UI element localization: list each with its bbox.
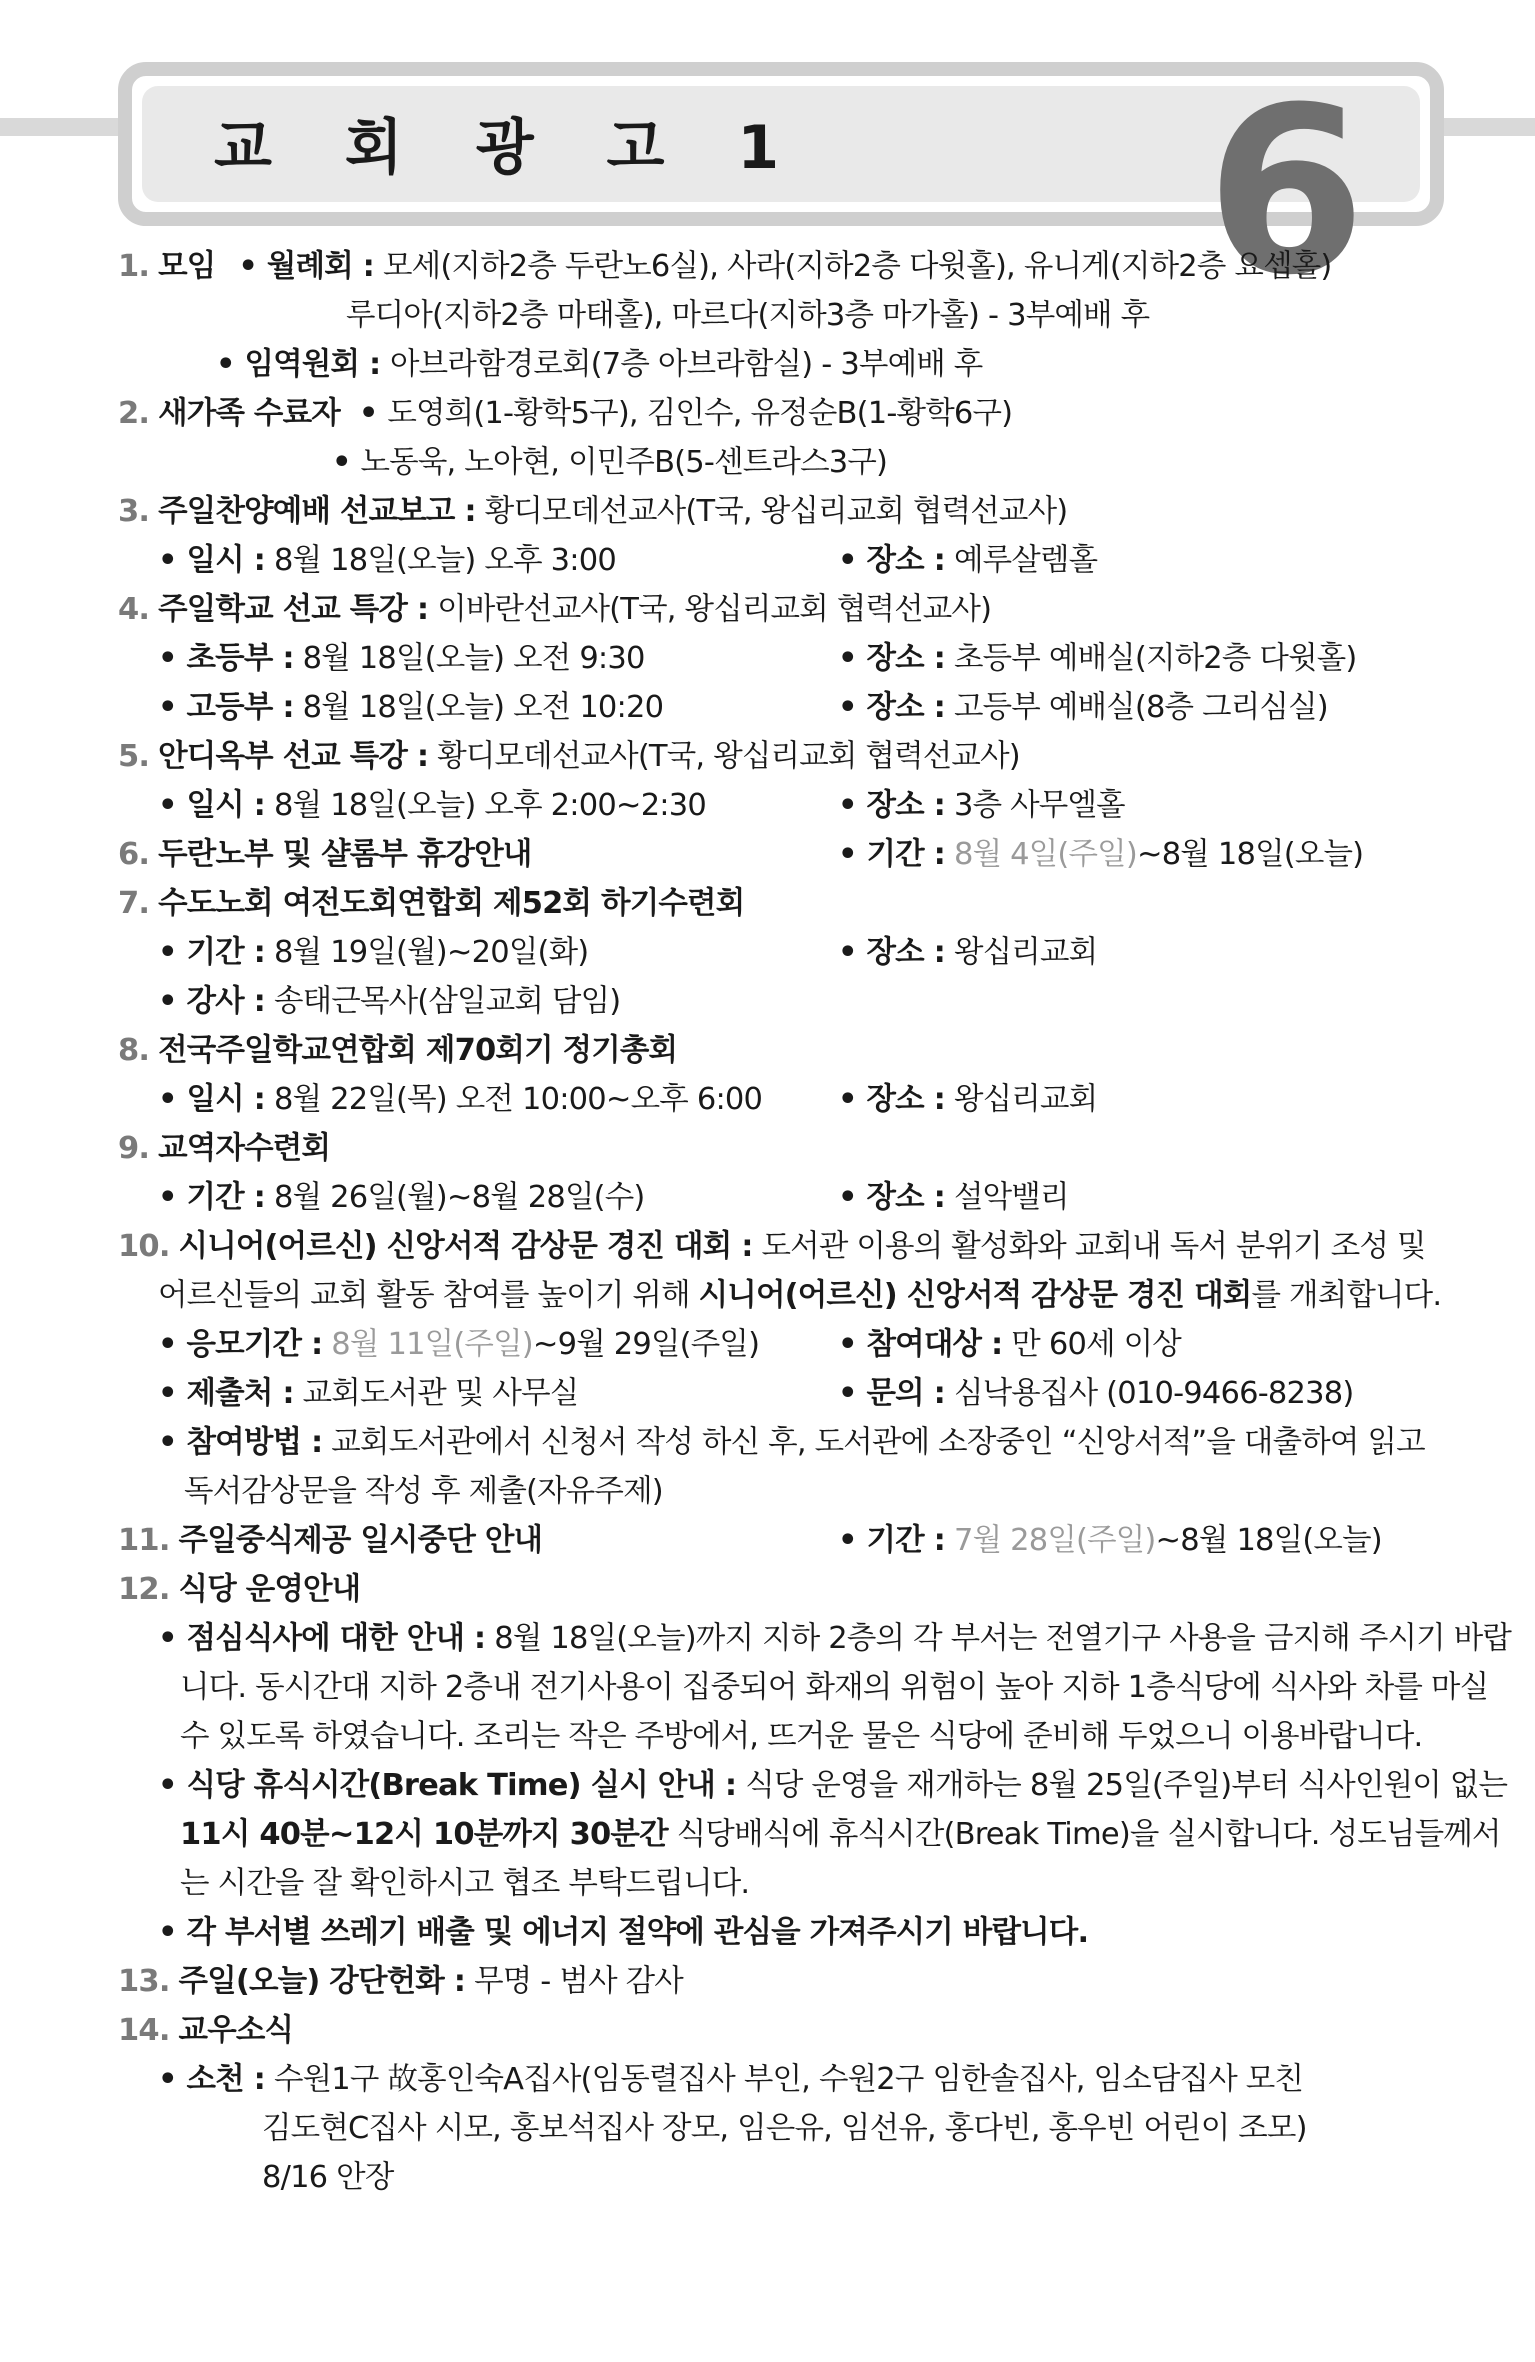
item-text: 황디모데선교사(T국, 왕십리교회 협력선교사) <box>437 739 1020 774</box>
item-14-line-4 <box>118 2153 1438 2202</box>
field-label: • 장소 : <box>838 1180 945 1215</box>
item-12-line-4 <box>118 1712 1438 1761</box>
item-title: 시니어(어르신) 신앙서적 감상문 경진 대회 : <box>178 1229 753 1264</box>
item-1-line-3 <box>118 340 1438 389</box>
field-label: • 제출처 : <box>158 1376 294 1411</box>
item-number: 13. <box>118 1964 170 1999</box>
bullet-text: 모세(지하2층 두란노6실), 사라(지하2층 다윗홀), 유니게(지하2층 요셉홀) <box>383 249 1332 284</box>
item-8-line-1 <box>118 1026 1438 1075</box>
field-value: 독서감상문을 작성 후 제출(자유주제) <box>184 1474 663 1509</box>
field-value: 왕십리교회 <box>953 1082 1098 1117</box>
field-value: 설악밸리 <box>953 1180 1069 1215</box>
field-value: 8/16 안장 <box>262 2160 394 2195</box>
field-label: • 장소 : <box>838 641 945 676</box>
field-value: 8월 18일(오늘) 오전 10:20 <box>302 690 664 725</box>
field-value: 교회도서관 및 사무실 <box>302 1376 579 1411</box>
item-title: 새가족 수료자 <box>158 396 340 431</box>
item-12-line-1 <box>118 1565 1438 1614</box>
item-7-line-1 <box>118 879 1438 928</box>
field-value-past: 8월 11일(주일) <box>331 1327 533 1362</box>
field-value: 고등부 예배실(8층 그리심실) <box>953 690 1328 725</box>
item-10-line-3 <box>118 1320 1438 1369</box>
item-14-line-3 <box>118 2104 1438 2153</box>
item-10-line-6 <box>118 1467 1438 1516</box>
field-label: • 점심식사에 대한 안내 : <box>158 1621 485 1656</box>
item-7-line-2 <box>118 928 1438 977</box>
item-12-line-6 <box>118 1810 1501 1859</box>
field-value: 왕십리교회 <box>953 935 1098 970</box>
field-label: • 참여대상 : <box>838 1327 1002 1362</box>
field-value: 수 있도록 하였습니다. 조리는 작은 주방에서, 뜨거운 물은 식당에 준비해 두었으니 이용바랍니다. <box>180 1719 1423 1754</box>
item-number: 6. <box>118 837 150 872</box>
item-10-line-5 <box>118 1418 1438 1467</box>
item-number: 10. <box>118 1229 170 1264</box>
item-5-line-2 <box>118 781 1438 830</box>
field-label: • 기간 : <box>158 935 265 970</box>
page-title: 교 회 광 고 1 <box>214 113 806 183</box>
field-label: • 식당 휴식시간(Break Time) 실시 안내 : <box>158 1768 736 1803</box>
bullet-label: • 월례회 : <box>238 249 374 284</box>
field-value: 니다. 동시간대 지하 2층내 전기사용이 집중되어 화재의 위험이 높아 지하 1층식당에 식사와 차를 마실 <box>180 1670 1489 1705</box>
field-value: 식당배식에 휴식시간(Break Time)을 실시합니다. 성도님들께서 <box>667 1817 1501 1852</box>
item-text: 이바란선교사(T국, 왕십리교회 협력선교사) <box>437 592 992 627</box>
item-7-line-3 <box>118 977 1438 1026</box>
field-label: • 장소 : <box>838 935 945 970</box>
bullet-text: 아브라함경로회(7층 아브라함실) - 3부예배 후 <box>390 347 983 382</box>
field-label: • 응모기간 : <box>158 1327 322 1362</box>
field-value: 8월 18일(오늘) 오후 2:00~2:30 <box>273 788 706 823</box>
item-6-line-1 <box>118 830 1438 879</box>
field-value-past: 7월 28일(주일) <box>953 1523 1156 1558</box>
item-title: 교우소식 <box>178 2013 294 2048</box>
field-label: • 참여방법 : <box>158 1425 322 1460</box>
field-value: 는 시간을 잘 확인하시고 협조 부탁드립니다. <box>180 1866 750 1901</box>
field-value: 만 60세 이상 <box>1011 1327 1181 1362</box>
item-11-line-1 <box>118 1516 1438 1565</box>
bullet-text: • 노동욱, 노아현, 이민주B(5-센트라스3구) <box>332 438 887 487</box>
item-title: 교역자수련회 <box>158 1131 331 1166</box>
item-number: 3. <box>118 494 150 529</box>
field-label: • 기간 : <box>838 1523 945 1558</box>
field-value: ~8월 18일(오늘) <box>1136 837 1364 872</box>
field-value: 8월 18일(오늘) 오전 9:30 <box>302 641 645 676</box>
field-value-bold: 11시 40분~12시 10분까지 30분간 <box>180 1817 668 1852</box>
item-number: 7. <box>118 886 150 921</box>
field-value-past: 8월 4일(주일) <box>953 837 1137 872</box>
field-label: • 강사 : <box>158 984 265 1019</box>
item-number: 2. <box>118 396 150 431</box>
item-text: 어르신들의 교회 활동 참여를 높이기 위해 <box>158 1278 699 1313</box>
item-title: 주일(오늘) 강단헌화 : <box>178 1964 466 1999</box>
item-1-line-2 <box>118 291 1438 340</box>
item-title: 수도노회 여전도회연합회 제52회 하기수련회 <box>158 886 745 921</box>
item-12-line-2 <box>118 1614 1512 1663</box>
item-4-line-1 <box>118 585 1438 634</box>
bullet-text: • 각 부서별 쓰레기 배출 및 에너지 절약에 관심을 가져주시기 바랍니다. <box>158 1908 1088 1957</box>
item-2-line-1 <box>118 389 1438 438</box>
item-title: 전국주일학교연합회 제70회기 정기총회 <box>158 1033 678 1068</box>
field-label: • 일시 : <box>158 1082 265 1117</box>
item-4-line-3 <box>118 683 1438 732</box>
item-14-line-2 <box>118 2055 1438 2104</box>
item-text: 무명 - 범사 감사 <box>474 1964 683 1999</box>
field-label: • 장소 : <box>838 1082 945 1117</box>
item-text: 도서관 이용의 활성화와 교회내 독서 분위기 조성 및 <box>761 1229 1426 1264</box>
item-1-line-1 <box>118 242 1438 291</box>
field-value: 수원1구 故홍인숙A집사(임동렬집사 부인, 수원2구 임한솔집사, 임소담집사 모친 <box>273 2062 1304 2097</box>
item-number: 14. <box>118 2013 170 2048</box>
field-label: • 문의 : <box>838 1376 945 1411</box>
item-title: 주일학교 선교 특강 : <box>158 592 429 627</box>
item-9-line-1 <box>118 1124 1438 1173</box>
item-10-line-4 <box>118 1369 1438 1418</box>
field-value: 교회도서관에서 신청서 작성 하신 후, 도서관에 소장중인 “신앙서적”을 대출하여 읽고 <box>331 1425 1425 1460</box>
bullet-label: • 임역원회 : <box>216 340 380 389</box>
field-value: 8월 18일(오늘)까지 지하 2층의 각 부서는 전열기구 사용을 금지해 주시기 바랍 <box>494 1621 1512 1656</box>
field-label: • 장소 : <box>838 690 945 725</box>
bullet-text: 루디아(지하2층 마태홀), 마르다(지하3층 마가홀) - 3부예배 후 <box>346 298 1150 333</box>
field-value: 초등부 예배실(지하2층 다윗홀) <box>953 641 1357 676</box>
field-value: 식당 운영을 재개하는 8월 25일(주일)부터 식사인원이 없는 <box>745 1768 1508 1803</box>
bullet-text: • 도영희(1-황학5구), 김인수, 유정순B(1-황학6구) <box>359 396 1012 431</box>
item-9-line-2 <box>118 1173 1438 1222</box>
field-label: • 소천 : <box>158 2062 265 2097</box>
item-number: 11. <box>118 1523 170 1558</box>
item-number: 4. <box>118 592 150 627</box>
field-label: • 일시 : <box>158 543 265 578</box>
item-5-line-1 <box>118 732 1438 781</box>
item-text: 황디모데선교사(T국, 왕십리교회 협력선교사) <box>484 494 1068 529</box>
field-value: 8월 26일(월)~8월 28일(수) <box>273 1180 645 1215</box>
item-10-line-2 <box>118 1271 1442 1320</box>
field-label: • 초등부 : <box>158 641 294 676</box>
item-number: 8. <box>118 1033 150 1068</box>
item-text: 를 개최합니다. <box>1251 1278 1442 1313</box>
page-number: 6 <box>1205 59 1356 326</box>
item-number: 9. <box>118 1131 150 1166</box>
item-12-line-3 <box>118 1663 1489 1712</box>
item-title: 주일찬양예배 선교보고 : <box>158 494 476 529</box>
item-title: 두란노부 및 샬롬부 휴강안내 <box>158 837 532 872</box>
item-text-bold: 시니어(어르신) 신앙서적 감상문 경진 대회 <box>698 1278 1252 1313</box>
field-value: ~9월 29일(주일) <box>532 1327 760 1362</box>
item-14-line-1 <box>118 2006 1438 2055</box>
field-label: • 기간 : <box>838 837 945 872</box>
field-value: 송태근목사(삼일교회 담임) <box>273 984 621 1019</box>
field-label: • 일시 : <box>158 788 265 823</box>
item-12-line-5 <box>118 1761 1508 1810</box>
item-title: 식당 운영안내 <box>178 1572 361 1607</box>
field-value: 심낙용집사 (010-9466-8238) <box>953 1376 1354 1411</box>
field-value: 예루살렘홀 <box>953 543 1098 578</box>
field-label: • 장소 : <box>838 543 945 578</box>
item-title: 모임 <box>158 249 216 284</box>
item-3-line-2 <box>118 536 1438 585</box>
field-value: ~8월 18일(오늘) <box>1155 1523 1382 1558</box>
item-12-line-8 <box>118 1908 1438 1957</box>
item-title: 안디옥부 선교 특강 : <box>158 739 429 774</box>
field-value: 김도현C집사 시모, 홍보석집사 장모, 임은유, 임선유, 홍다빈, 홍우빈 어린이 조모) <box>262 2111 1307 2146</box>
item-10-line-1 <box>118 1222 1438 1271</box>
item-3-line-1 <box>118 487 1438 536</box>
announcement-list <box>118 242 1512 2202</box>
item-8-line-2 <box>118 1075 1438 1124</box>
item-13-line-1 <box>118 1957 1438 2006</box>
field-value: 8월 19일(월)~20일(화) <box>273 935 589 970</box>
item-title: 주일중식제공 일시중단 안내 <box>178 1523 543 1558</box>
field-value: 8월 22일(목) 오전 10:00~오후 6:00 <box>273 1082 763 1117</box>
field-value: 8월 18일(오늘) 오후 3:00 <box>273 543 616 578</box>
item-4-line-2 <box>118 634 1438 683</box>
item-number: 1. <box>118 249 150 284</box>
item-2-line-2 <box>118 438 1438 487</box>
item-number: 12. <box>118 1572 170 1607</box>
item-12-line-7 <box>118 1859 1438 1908</box>
item-number: 5. <box>118 739 150 774</box>
field-value: 3층 사무엘홀 <box>953 788 1125 823</box>
field-label: • 장소 : <box>838 788 945 823</box>
field-label: • 고등부 : <box>158 690 294 725</box>
field-label: • 기간 : <box>158 1180 265 1215</box>
